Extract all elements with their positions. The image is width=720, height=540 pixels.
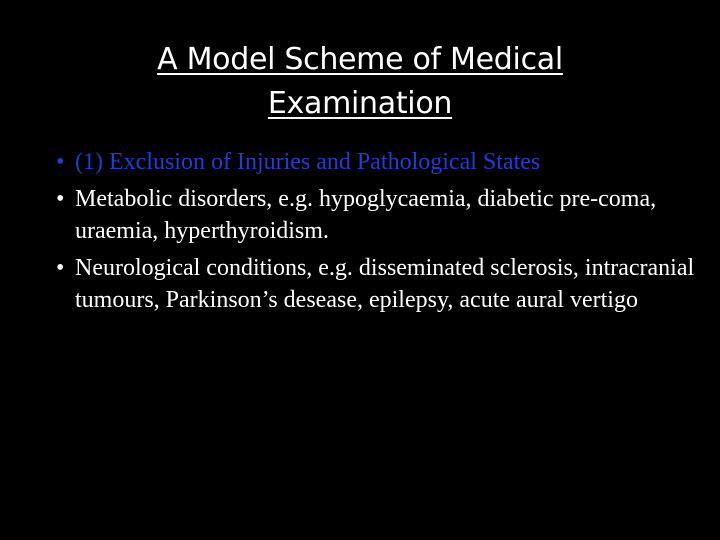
- bullet-text: Neurological conditions, e.g. disseminated sclerosis, intracranial tumours, Parkinson’s desease, epilepsy, acute aural vertigo: [75, 255, 695, 313]
- bullet-icon: •: [56, 149, 65, 175]
- bullet-icon: •: [56, 255, 65, 281]
- bullet-item-neurological: [56, 252, 696, 316]
- bullet-item-exclusion: [56, 146, 696, 178]
- bullet-text: (1) Exclusion of Injuries and Pathological States: [75, 149, 541, 175]
- slide-title-line-1: A Model Scheme of Medical: [157, 42, 563, 77]
- bullet-icon: •: [56, 186, 65, 212]
- slide-title-line-2: Examination: [267, 86, 453, 121]
- bullet-text: Metabolic disorders, e.g. hypoglycaemia, diabetic pre-coma, uraemia, hyperthyroidism.: [75, 186, 657, 244]
- bullet-item-metabolic: [56, 183, 696, 247]
- slide-title: [60, 38, 660, 126]
- bullet-list: [56, 146, 696, 321]
